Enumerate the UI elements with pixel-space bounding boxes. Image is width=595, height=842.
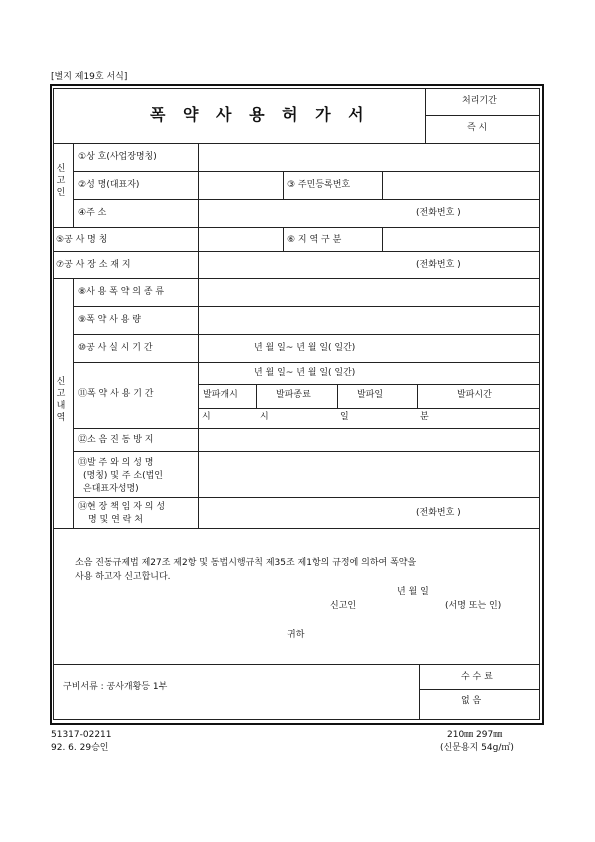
signature-note: (서명 또는 인) <box>445 601 502 611</box>
manager-label-line2: 명 및 연 락 처 <box>88 515 143 525</box>
explosive-amount-label: ⑨폭 약 사 용 량 <box>78 315 141 325</box>
blast-start-header: 발파개시 <box>203 390 238 400</box>
manager-label-line1: ⑭현 장 책 임 자 의 성 <box>78 502 166 512</box>
address-label: ④주 소 <box>78 208 107 218</box>
fee-value: 없 음 <box>461 696 482 706</box>
statement-line2: 사용 하고자 신고합니다. <box>75 572 171 582</box>
manager-phone: (전화번호 ) <box>416 508 461 518</box>
applicant-phone: (전화번호 ) <box>416 208 461 218</box>
explosive-use-period-value: 년 월 일~ 년 월 일( 일간) <box>254 368 356 378</box>
client-label-line1: ⑬발 주 와 의 성 명 <box>78 458 154 468</box>
representative-label: ②성 명(대표자) <box>78 180 140 190</box>
blast-days-unit: 일 <box>340 412 349 422</box>
resident-id-label: ③ 주민등록번호 <box>287 180 351 190</box>
paper-size: 210㎜ 297㎜ <box>447 730 503 740</box>
statement-date: 년 월 일 <box>397 587 429 597</box>
form-title: 폭 약 사 용 허 가 서 <box>150 105 370 124</box>
blast-time-header: 발파시간 <box>457 390 492 400</box>
statement-line1: 소음 진동규제법 제27조 제2항 및 동법시행규칙 제35조 제1항의 규정에 의하여 폭약을 <box>75 558 417 568</box>
form-number-tag: [별지 제19호 서식] <box>51 72 128 82</box>
details-side-label: 신 고 내 역 <box>56 377 66 423</box>
blast-end-header: 발파종료 <box>276 390 311 400</box>
blast-start-unit: 시 <box>202 412 211 422</box>
processing-period-label: 처리기간 <box>462 96 497 106</box>
construction-period-label: ⑩공 사 실 시 기 간 <box>78 343 153 353</box>
client-label-line2: (명칭) 및 주 소(법인 <box>83 471 163 481</box>
noise-prevention-label: ⑫소 음 진 동 방 지 <box>78 435 154 445</box>
blast-end-unit: 시 <box>260 412 269 422</box>
construction-period-value: 년 월 일~ 년 월 일( 일간) <box>254 343 356 353</box>
paper-type: (신문용지 54g/㎡) <box>440 743 514 753</box>
explosive-kind-label: ⑧사 용 폭 약 의 종 류 <box>78 287 165 297</box>
site-name-label: ⑤공 사 명 칭 <box>56 235 108 245</box>
blast-days-header: 발파일 <box>357 390 384 400</box>
site-address-label: ⑦공 사 장 소 재 지 <box>56 260 131 270</box>
explosive-use-period-label: ⑪폭 약 사 용 기 간 <box>78 389 154 399</box>
applicant-side-label: 신 고 인 <box>56 164 66 198</box>
approval-date: 92. 6. 29승인 <box>51 743 109 753</box>
blast-time-unit: 분 <box>420 412 429 422</box>
client-label-line3: 은대표자성명) <box>83 484 139 494</box>
required-documents: 구비서류 : 공사개황등 1부 <box>63 682 168 692</box>
site-phone: (전화번호 ) <box>416 260 461 270</box>
form-code: 51317-02211 <box>51 730 112 740</box>
processing-period-value: 즉 시 <box>467 123 488 133</box>
fee-label: 수 수 료 <box>461 672 493 682</box>
applicant-sign-label: 신고인 <box>330 601 357 611</box>
region-label: ⑥ 지 역 구 분 <box>287 235 342 245</box>
business-name-label: ①상 호(사업장명칭) <box>78 152 157 162</box>
recipient-label: 귀하 <box>287 630 305 640</box>
